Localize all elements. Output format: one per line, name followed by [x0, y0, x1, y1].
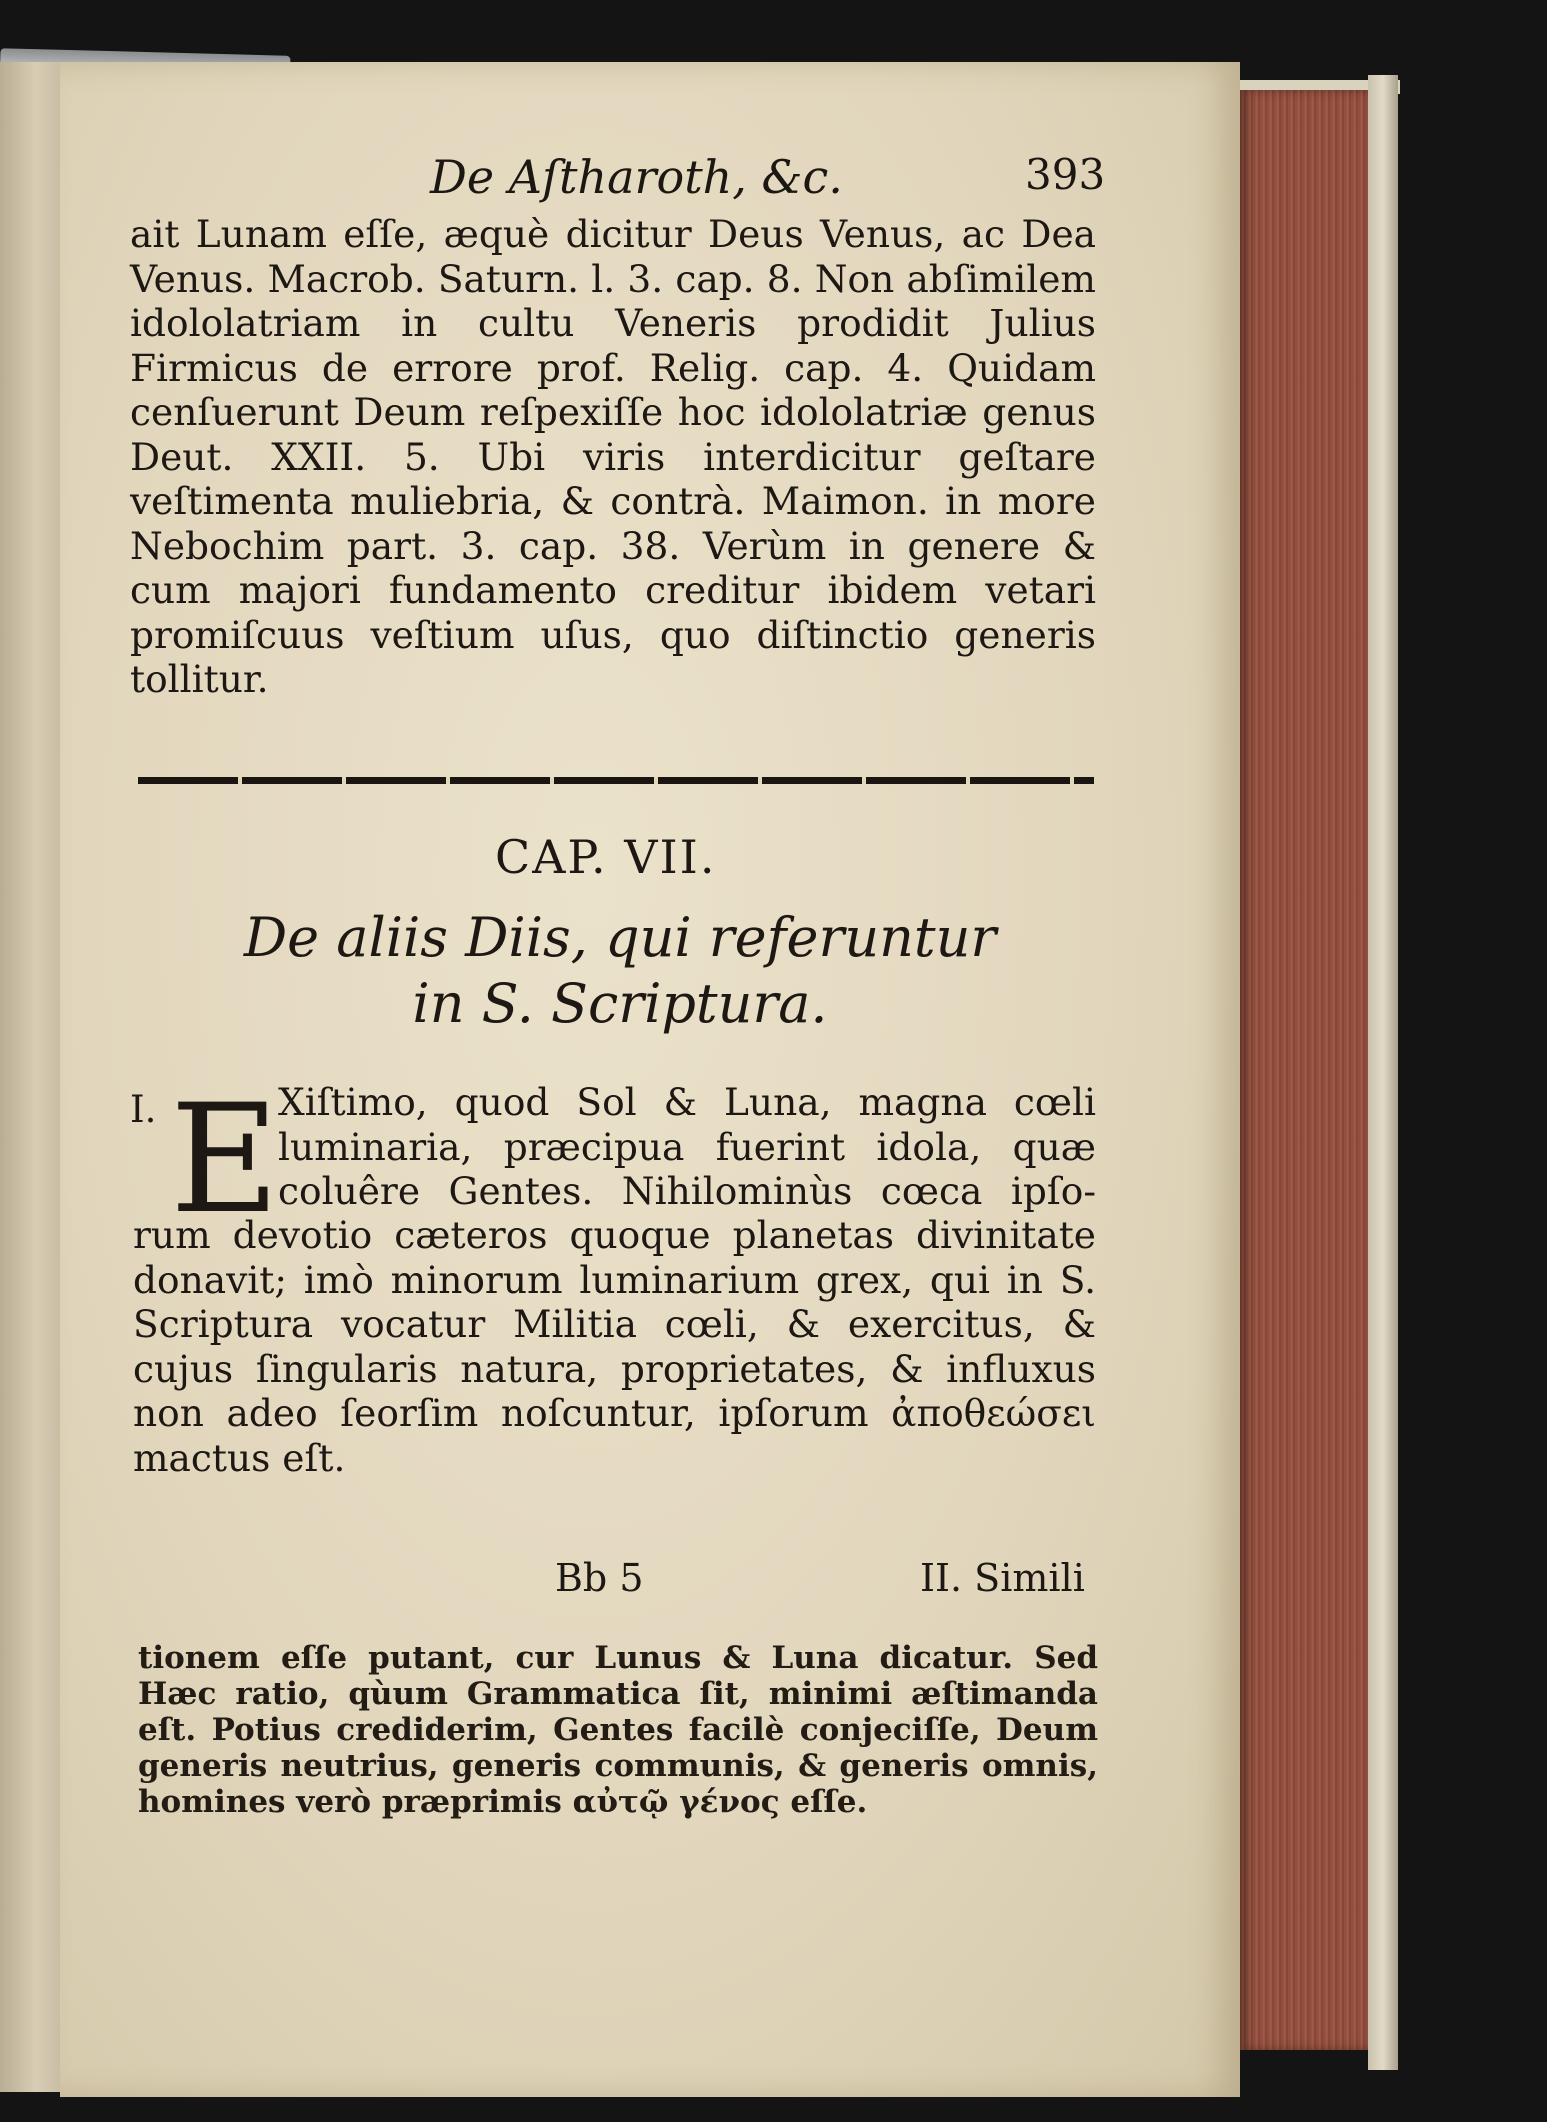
- page-number: 393: [1025, 150, 1106, 199]
- chapter-title-line1: De aliis Diis, qui referuntur: [243, 906, 997, 969]
- paragraph-opening-lines: Xiſtimo, quod Sol & Luna, magna cœli luminaria, præcipua fuerint idola, quæ coluêre Gentes. Nihilominùs cœca ipſo-: [278, 1080, 1096, 1213]
- footnote-text: tionem eſſe putant, cur Lunus & Luna dicatur. Sed Hæc ratio, qùum Grammatica ſit, minimi æſtimanda eſt. Potius crediderim, Gentes facilè conjeciſſe, Deum generis neutrius, generis communis, & generis omnis, homines verò præprimis αὐτῷ γένος eſſe.: [138, 1640, 1098, 1820]
- book-cover-rim: [1368, 75, 1398, 2070]
- catchword: II. Simili: [920, 1556, 1085, 1600]
- paragraph-body: rum devotio cæteros quoque planetas divinitate donavit; imò minorum luminarium grex, qui in S. Scriptura vocatur Militia cœli, & exercitus, & cujus ſingularis natura, proprietates, & influxus non adeo ſeorſim noſcuntur, ipſorum ἀποθεώσει mactus eſt.: [133, 1213, 1096, 1480]
- chapter-title: [180, 905, 1060, 1037]
- page-block-edge: [1240, 90, 1368, 2050]
- chapter-number: CAP. VII.: [495, 830, 717, 884]
- section-divider: [138, 777, 1094, 784]
- signature-mark: Bb 5: [555, 1556, 644, 1600]
- running-title: De Aſtharoth, &c.: [430, 150, 843, 204]
- drop-cap: E: [170, 1073, 280, 1247]
- section-numeral: I.: [130, 1088, 157, 1131]
- facing-page-edge: [0, 62, 60, 2092]
- chapter-title-line2: in S. Scriptura.: [412, 972, 828, 1035]
- paragraph-continuation: ait Lunam eſſe, æquè dicitur Deus Venus, ac Dea Venus. Macrob. Saturn. l. 3. cap. 8. Non abſimilem idololatriam in cultu Veneris prodidit Julius Firmicus de errore prof. Relig. cap. 4. Quidam cenſuerunt Deum reſpexiſſe hoc idololatriæ genus Deut. XXII. 5. Ubi viris interdicitur geſtare veſtimenta muliebria, & contrà. Maimon. in more Nebochim part. 3. cap. 38. Verùm in genere & cum majori fundamento creditur ibidem vetari promiſcuus veſtium uſus, quo diſtinctio generis tollitur.: [130, 212, 1096, 701]
